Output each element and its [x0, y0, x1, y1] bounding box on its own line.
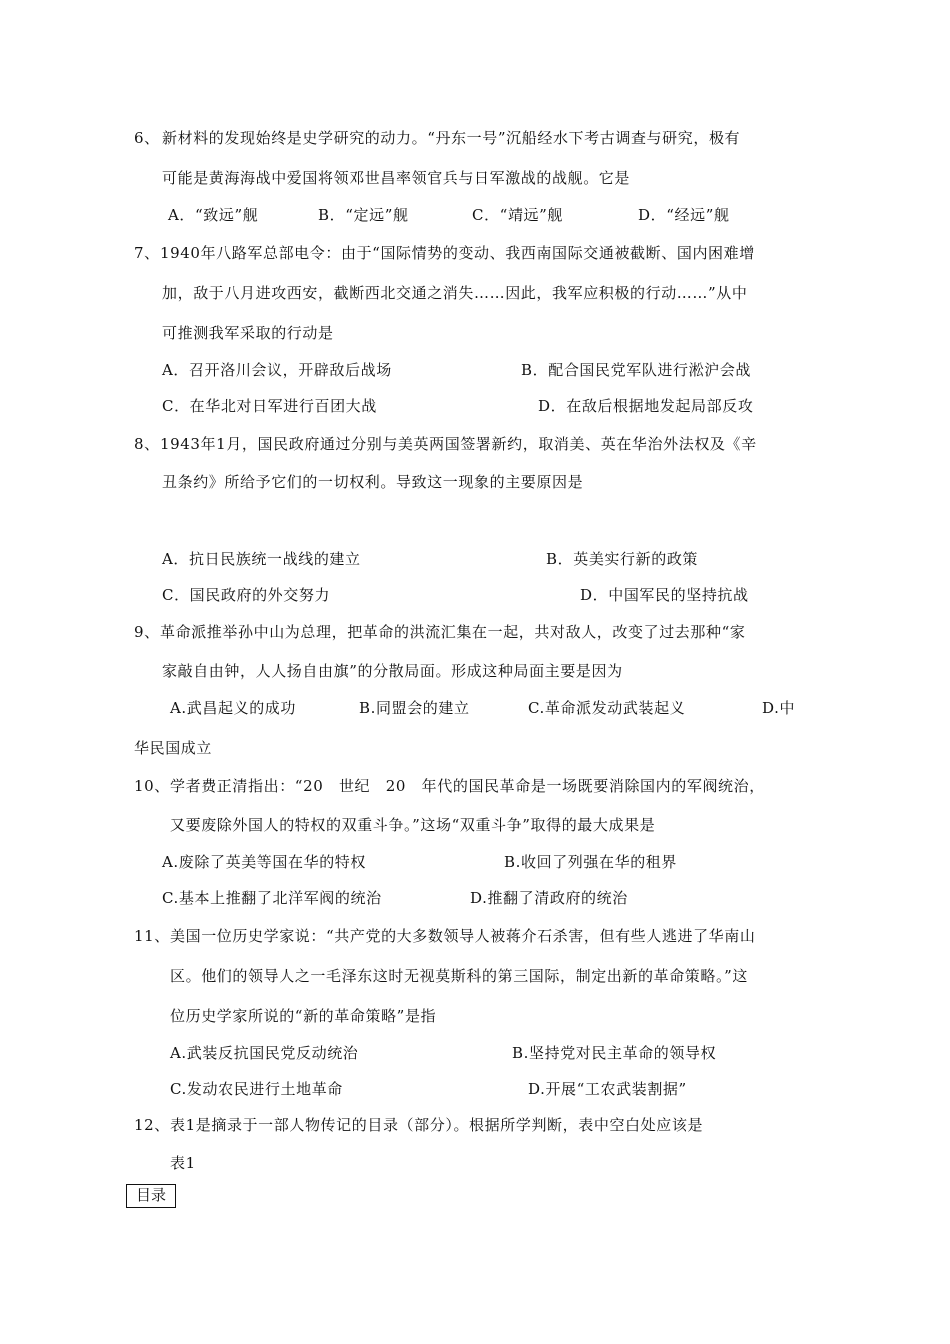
question-8-option-b: B．英美实行新的政策: [546, 550, 699, 568]
question-7-option-a: A．召开洛川会议，开辟敌后战场: [162, 361, 392, 379]
question-10-option-c: C.基本上推翻了北洋军阀的统治: [162, 889, 382, 907]
question-12-number: 12、: [134, 1116, 170, 1134]
question-10-number: 10、: [134, 777, 170, 795]
question-11-option-a: A.武装反抗国民党反动统治: [170, 1044, 359, 1062]
question-10-option-a: A.废除了英美等国在华的特权: [162, 853, 367, 871]
question-7-stem-line-2: 加，敌于八月进攻西安，截断西北交通之消失……因此，我军应积极的行动……”从中: [162, 284, 748, 302]
question-6-option-d: D．“经远”舰: [638, 206, 730, 224]
question-9-option-c: C.革命派发动武装起义: [528, 699, 686, 717]
question-6-number: 6、: [134, 129, 160, 147]
question-6-option-c: C．“靖远”舰: [472, 206, 564, 224]
question-11-option-b: B.坚持党对民主革命的领导权: [512, 1044, 717, 1062]
question-8-option-c: C．国民政府的外交努力: [162, 586, 331, 604]
question-10-stem-line-2: 又要废除外国人的特权的双重斗争。”这场“双重斗争”取得的最大成果是: [170, 816, 656, 834]
question-8-option-a: A．抗日民族统一战线的建立: [162, 550, 361, 568]
question-6-option-b: B．“定远”舰: [318, 206, 409, 224]
question-12-stem-line-1: 表1是摘录于一部人物传记的目录（部分）。根据所学判断，表中空白处应该是: [170, 1116, 704, 1134]
question-9-option-d: D.中: [762, 699, 796, 717]
question-7-stem-line-1: 1940年八路军总部电令：由于“国际情势的变动、我西南国际交通被截断、国内困难增: [160, 244, 755, 262]
question-6-stem-line-2: 可能是黄海海战中爱国将领邓世昌率领官兵与日军激战的战舰。它是: [162, 169, 631, 187]
question-7-option-b: B．配合国民党军队进行淞沪会战: [521, 361, 752, 379]
question-6-stem-line-1: 新材料的发现始终是史学研究的动力。“丹东一号”沉船经水下考古调查与研究，极有: [162, 129, 741, 147]
question-10-option-d: D.推翻了清政府的统治: [470, 889, 628, 907]
question-9-option-d-continuation: 华民国成立: [134, 739, 213, 757]
question-7-number: 7、: [134, 244, 160, 262]
question-8-stem-line-1: 1943年1月，国民政府通过分别与美英两国签署新约，取消美、英在华治外法权及《辛: [160, 435, 757, 453]
question-9-option-a: A.武昌起义的成功: [170, 699, 297, 717]
question-11-stem-line-3: 位历史学家所说的“新的革命策略”是指: [170, 1007, 437, 1025]
question-9-option-b: B.同盟会的建立: [359, 699, 470, 717]
question-11-option-d: D.开展“工农武装割据”: [528, 1080, 687, 1098]
question-9-stem-line-2: 家敲自由钟，人人扬自由旗”的分散局面。形成这种局面主要是因为: [162, 662, 623, 680]
question-10-stem-line-1: 学者费正清指出：“20 世纪 20 年代的国民革命是一场既要消除国内的军阀统治，: [170, 777, 765, 795]
question-8-stem-line-2: 丑条约》所给予它们的一切权利。导致这一现象的主要原因是: [162, 473, 584, 491]
question-11-stem-line-1: 美国一位历史学家说：“共产党的大多数领导人被蒋介石杀害，但有些人逃进了华南山: [170, 927, 756, 945]
question-10-option-b: B.收回了列强在华的租界: [504, 853, 677, 871]
question-11-stem-line-2: 区。他们的领导人之一毛泽东这时无视莫斯科的第三国际，制定出新的革命策略。”这: [170, 967, 748, 985]
table-header-cell: 目录: [126, 1184, 176, 1208]
question-9-number: 9、: [134, 623, 160, 641]
table-caption: 表1: [170, 1154, 196, 1172]
question-7-option-d: D．在敌后根据地发起局部反攻: [538, 397, 754, 415]
question-11-option-c: C.发动农民进行土地革命: [170, 1080, 343, 1098]
question-7-stem-line-3: 可推测我军采取的行动是: [162, 324, 334, 342]
question-8-number: 8、: [134, 435, 160, 453]
question-11-number: 11、: [134, 927, 170, 945]
question-6-option-a: A．“致远”舰: [168, 206, 259, 224]
question-8-option-d: D．中国军民的坚持抗战: [580, 586, 749, 604]
question-9-stem-line-1: 革命派推举孙中山为总理，把革命的洪流汇集在一起，共对敌人，改变了过去那种“家: [160, 623, 746, 641]
question-7-option-c: C．在华北对日军进行百团大战: [162, 397, 377, 415]
